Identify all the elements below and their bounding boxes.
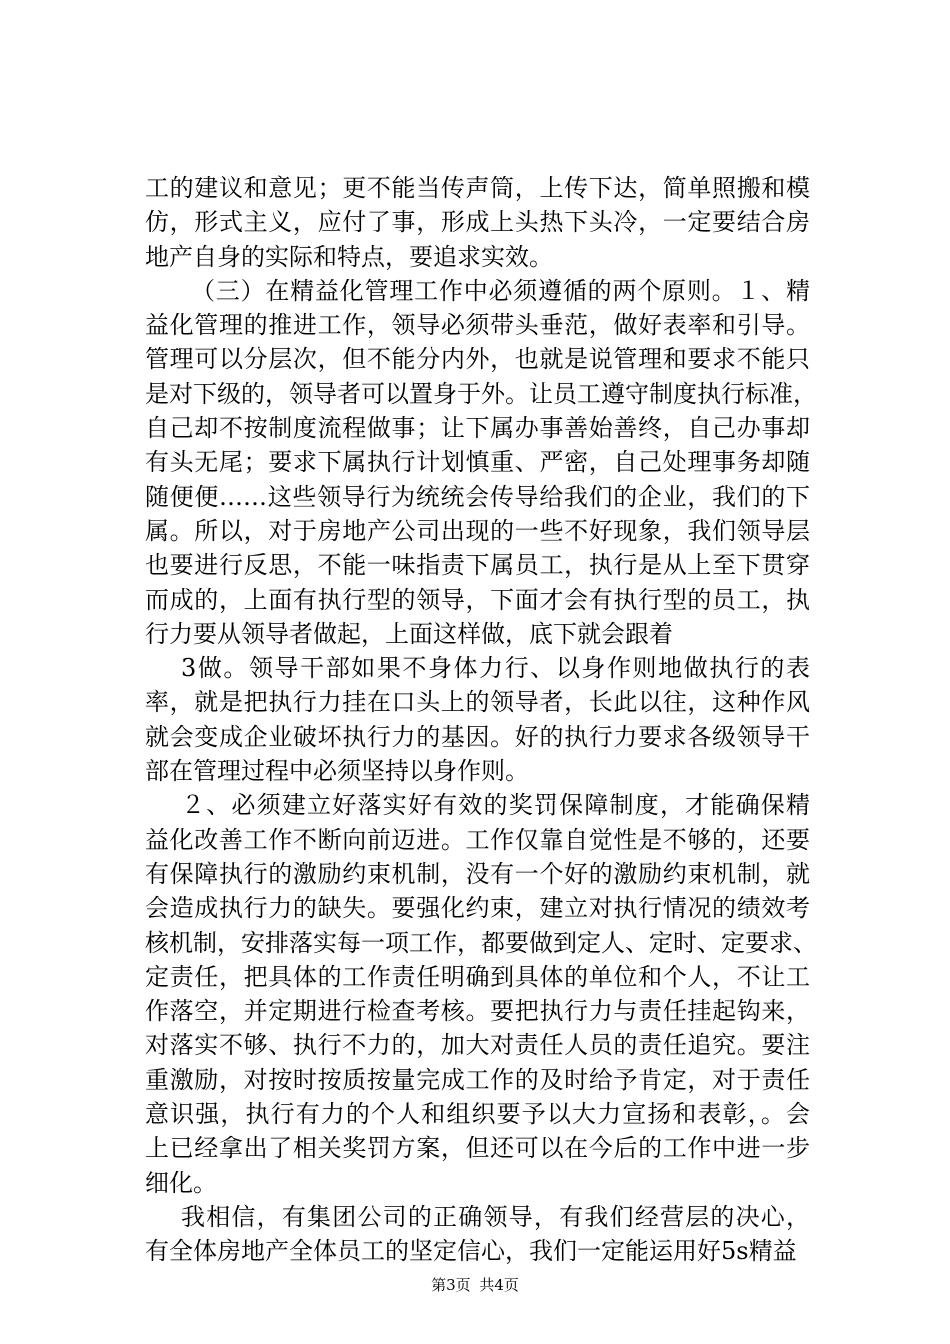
text-line: 作落空，并定期进行检查考核。要把执行力与责任挂起钩来， <box>145 997 810 1026</box>
text-line: 是对下级的，领导者可以置身于外。让员工遵守制度执行标准， <box>145 379 817 408</box>
text-line: 随便便……这些领导行为统统会传导给我们的企业，我们的下 <box>145 482 810 511</box>
paragraph-start-line: （三）在精益化管理工作中必须遵循的两个原则。１、精 <box>191 276 810 305</box>
text-line: 有保障执行的激励约束机制，没有一个好的激励约束机制，就 <box>145 859 810 888</box>
text-line: 定责任，把具体的工作责任明确到具体的单位和个人，不让工 <box>145 962 810 991</box>
text-line: 就会变成企业破坏执行力的基因。好的执行力要求各级领导干 <box>145 722 810 751</box>
text-line: 仿，形式主义，应付了事，形成上头热下头冷，一定要结合房 <box>145 208 810 237</box>
text-line: 管理可以分层次，但不能分内外，也就是说管理和要求不能只 <box>145 345 810 374</box>
text-line: 部在管理过程中必须坚持以身作则。 <box>145 757 529 786</box>
text-line: 会造成执行力的缺失。要强化约束，建立对执行情况的绩效考 <box>145 894 810 923</box>
text-line: 而成的，上面有执行型的领导，下面才会有执行型的员工，执 <box>145 585 810 614</box>
text-line: 重激励，对按时按质按量完成工作的及时给予肯定，对于责任 <box>145 1065 810 1094</box>
text-line: 益化管理的推进工作，领导必须带头垂范，做好表率和引导。 <box>145 311 810 340</box>
text-line: 有头无尾；要求下属执行计划慎重、严密，自己处理事务却随 <box>145 448 810 477</box>
text-line: 属。所以，对于房地产公司出现的一些不好现象，我们领导层 <box>145 516 810 545</box>
text-line: 有全体房地产全体员工的坚定信心，我们一定能运用好5s精益 <box>145 1237 797 1266</box>
text-line: 地产自身的实际和特点，要追求实效。 <box>145 242 553 271</box>
text-line: 核机制，安排落实每一项工作，都要做到定人、定时、定要求、 <box>145 928 817 957</box>
text-line: 对落实不够、执行不力的，加大对责任人员的责任追究。要注 <box>145 1031 810 1060</box>
text-line: 自己却不按制度流程做事；让下属办事善始善终，自己办事却 <box>145 414 810 443</box>
text-line: 行力要从领导者做起，上面这样做，底下就会跟着 <box>145 619 673 648</box>
text-line: 细化。 <box>145 1168 217 1197</box>
text-line: 益化改善工作不断向前迈进。工作仅靠自觉性是不够的，还要 <box>145 825 810 854</box>
text-line: 率，就是把执行力挂在口头上的领导者，长此以往，这种作风 <box>145 688 810 717</box>
paragraph-start-line: ２、必须建立好落实好有效的奖罚保障制度，才能确保精 <box>181 791 810 820</box>
document-body <box>145 171 817 1269</box>
paragraph-start-line: 我相信，有集团公司的正确领导，有我们经营层的决心， <box>181 1202 810 1231</box>
text-line: 工的建议和意见；更不能当传声筒，上传下达，简单照搬和模 <box>145 174 810 202</box>
text-line: 也要进行反思，不能一味指责下属员工，执行是从上至下贯穿 <box>145 551 810 580</box>
paragraph-start-line: 3做。领导干部如果不身体力行、以身作则地做执行的表 <box>181 654 810 683</box>
page-number: 第3页 <box>431 1276 471 1294</box>
page-total: 共4页 <box>479 1276 519 1294</box>
page-footer <box>0 1275 950 1295</box>
text-line: 意识强，执行有力的个人和组织要予以大力宣扬和表彰，。会 <box>145 1100 810 1129</box>
text-line: 上已经拿出了相关奖罚方案，但还可以在今后的工作中进一步 <box>145 1134 810 1163</box>
